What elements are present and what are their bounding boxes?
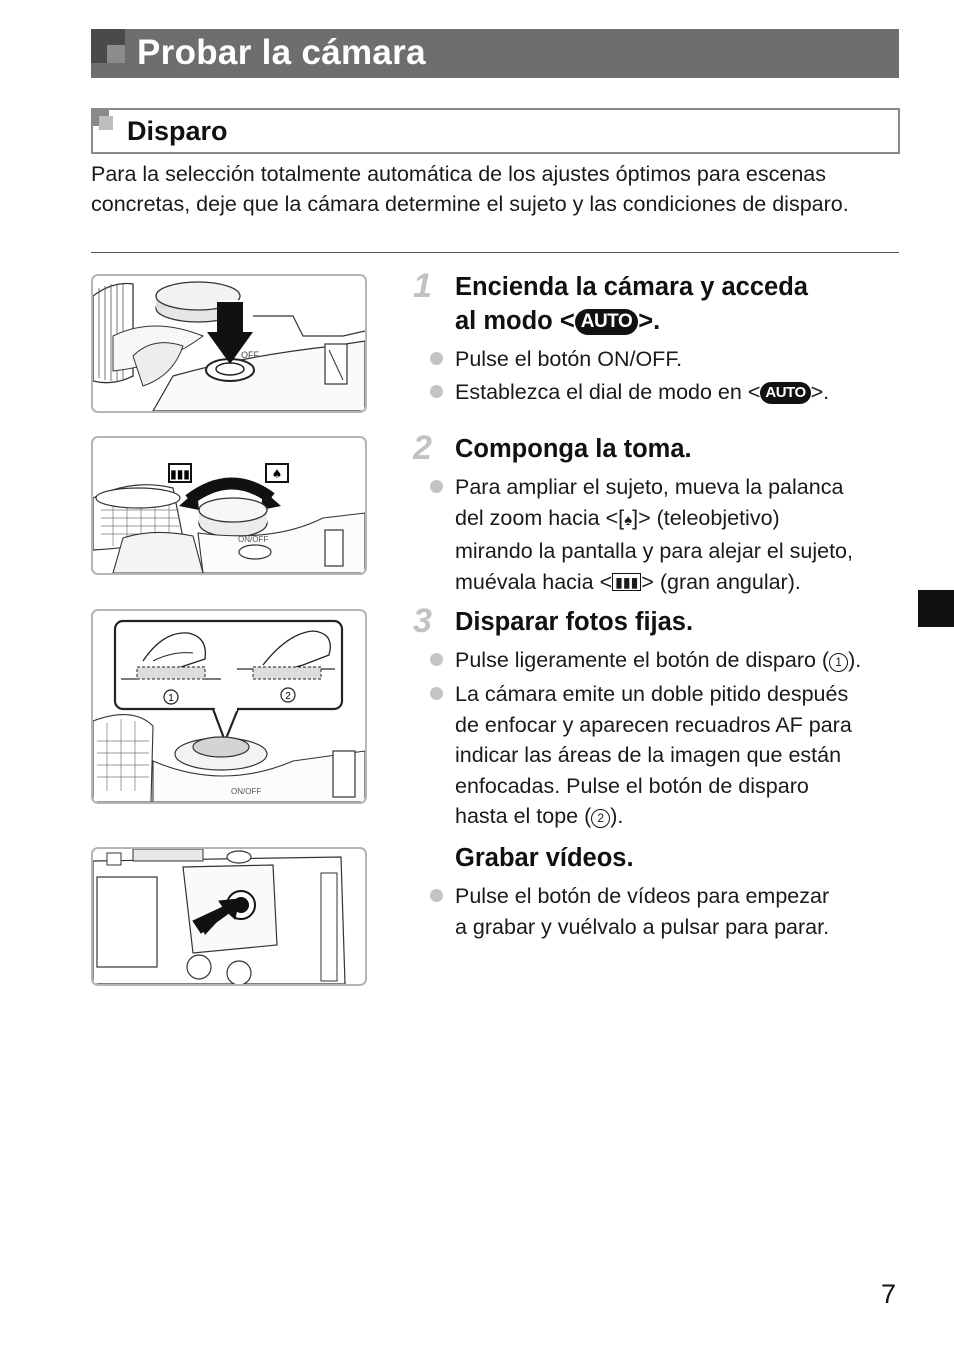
section-intro-paragraph: Para la selección totalmente automática de los ajustes óptimos para escenas concretas, deje que la cámara determine el sujeto y las condiciones de disparo. xyxy=(91,162,849,216)
bullet-dot xyxy=(430,687,443,700)
circled-1-icon: 1 xyxy=(829,653,848,672)
wide-symbol: ▮▮▮ xyxy=(170,467,190,481)
step-3-bullet-2: La cámara emite un doble pitido después de enfocar y aparecen recuadros AF para indicar las áreas de la imagen que están enfocadas. Pulse el botón de disparo hasta el tope ( 2 ). xyxy=(430,679,900,832)
bullet-dot xyxy=(430,480,443,493)
label-2: 2 xyxy=(285,691,291,702)
bullet-dot xyxy=(430,352,443,365)
step-2-title: Componga la toma. xyxy=(455,435,692,463)
step-1-title-line-1: Encienda la cámara y acceda xyxy=(455,273,808,301)
divider-line xyxy=(91,252,899,253)
on-off-label-2: ON/OFF xyxy=(231,787,262,796)
chapter-title: Probar la cámara xyxy=(137,33,426,72)
illustration-movie-button xyxy=(91,847,367,986)
tele-icon: ♠ xyxy=(624,511,633,529)
auto-mode-icon: AUTO xyxy=(760,382,810,404)
video-bullet: Pulse el botón de vídeos para empezar a grabar y vuélvalo a pulsar para parar. xyxy=(430,881,900,942)
illustration-power-button xyxy=(91,274,367,413)
wide-icon: ▮▮▮ xyxy=(612,573,641,591)
illustration-zoom-lever xyxy=(91,436,367,575)
step-1-bullet-1: Pulse el botón ON/OFF. xyxy=(430,344,900,375)
chapter-header-decoration-light xyxy=(107,45,125,63)
step-3-title: Disparar fotos fijas. xyxy=(455,608,694,636)
step-2-number: 2 xyxy=(413,429,432,467)
auto-mode-icon: AUTO xyxy=(575,309,638,335)
circled-2-icon: 2 xyxy=(591,809,610,828)
section-title: Disparo xyxy=(127,116,228,146)
tele-symbol: ♠ xyxy=(271,467,283,481)
page-number: 7 xyxy=(881,1279,897,1309)
step-1-bullet-2: Establezca el dial de modo en < AUTO >. xyxy=(430,377,900,408)
step-3-bullet-1: Pulse ligeramente el botón de disparo ( 1 ). xyxy=(430,645,900,676)
label-1: 1 xyxy=(168,693,174,704)
on-off-label: ON/OFF xyxy=(238,535,269,544)
bullet-dot xyxy=(430,653,443,666)
section-header-decoration-light xyxy=(99,116,113,130)
bullet-dot xyxy=(430,889,443,902)
step-3-number: 3 xyxy=(413,602,432,640)
off-label: OFF xyxy=(241,350,259,360)
illustration-shutter-press xyxy=(91,609,367,804)
step-1-title-line-2: al modo < AUTO >. xyxy=(455,307,661,335)
step-2-bullet: Para ampliar el sujeto, mueva la palanca del zoom hacia <[♠]> (teleobjetivo) mirando la pantalla y para alejar el sujeto, muévala hacia < ▮▮▮ > (gran angular). xyxy=(430,472,900,597)
step-1-number: 1 xyxy=(413,267,432,305)
video-title: Grabar vídeos. xyxy=(455,844,634,872)
chapter-side-tab xyxy=(918,590,954,627)
bullet-dot xyxy=(430,385,443,398)
